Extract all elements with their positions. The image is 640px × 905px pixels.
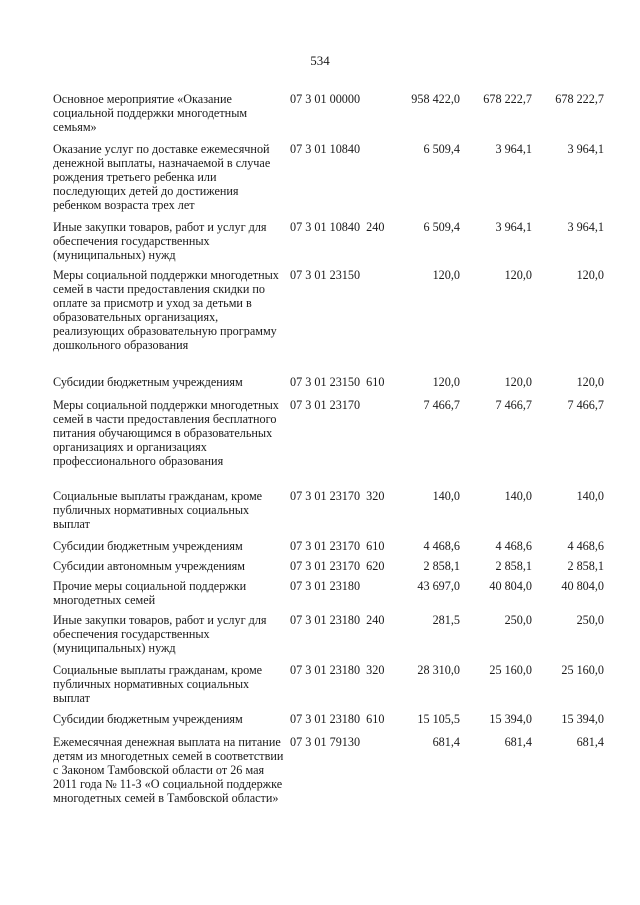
row-value-1: 28 310,0 — [417, 663, 460, 677]
row-value-2: 250,0 — [504, 613, 532, 627]
row-code: 07 3 01 23150 610 — [290, 375, 385, 389]
row-value-3: 25 160,0 — [561, 663, 604, 677]
row-description: Субсидии бюджетным учреждениям — [53, 375, 243, 389]
row-description: Субсидии автономным учреждениям — [53, 559, 245, 573]
row-value-3: 120,0 — [576, 375, 604, 389]
row-code: 07 3 01 10840 — [290, 142, 361, 156]
row-value-2: 140,0 — [504, 489, 532, 503]
row-value-3: 40 804,0 — [561, 579, 604, 593]
row-description: Социальные выплаты гражданам, кроме публичных нормативных социальных выплат — [53, 663, 263, 705]
row-value-3: 681,4 — [576, 735, 604, 749]
row-code: 07 3 01 23180 — [290, 579, 361, 593]
row-code: 07 3 01 10840 240 — [290, 220, 385, 234]
row-value-2: 2 858,1 — [495, 559, 532, 573]
row-value-2: 678 222,7 — [483, 92, 532, 106]
row-description: Субсидии бюджетным учреждениям — [53, 712, 243, 726]
row-value-1: 2 858,1 — [423, 559, 460, 573]
row-value-2: 120,0 — [504, 268, 532, 282]
row-description: Оказание услуг по доставке ежемесячной денежной выплаты, назначаемой в случае рождения третьего ребенка или последующих детей до достижения ребенком возраста трех лет — [53, 142, 271, 212]
row-value-2: 7 466,7 — [495, 398, 532, 412]
row-value-1: 6 509,4 — [423, 142, 460, 156]
row-value-1: 958 422,0 — [411, 92, 460, 106]
row-value-1: 43 697,0 — [417, 579, 460, 593]
row-value-3: 4 468,6 — [567, 539, 604, 553]
row-value-3: 3 964,1 — [567, 220, 604, 234]
row-value-1: 281,5 — [432, 613, 460, 627]
row-value-2: 25 160,0 — [489, 663, 532, 677]
row-code: 07 3 01 23170 320 — [290, 489, 385, 503]
row-value-2: 15 394,0 — [489, 712, 532, 726]
row-description: Иные закупки товаров, работ и услуг для обеспечения государственных (муниципальных) нужд — [53, 613, 267, 655]
row-value-3: 15 394,0 — [561, 712, 604, 726]
row-description: Прочие меры социальной поддержки многодетных семей — [53, 579, 247, 607]
row-code: 07 3 01 23150 — [290, 268, 361, 282]
row-description: Субсидии бюджетным учреждениям — [53, 539, 243, 553]
row-code: 07 3 01 79130 — [290, 735, 361, 749]
row-value-2: 3 964,1 — [495, 220, 532, 234]
row-value-2: 40 804,0 — [489, 579, 532, 593]
row-description: Иные закупки товаров, работ и услуг для обеспечения государственных (муниципальных) нужд — [53, 220, 267, 262]
row-value-1: 7 466,7 — [423, 398, 460, 412]
row-code: 07 3 01 23170 620 — [290, 559, 385, 573]
row-value-3: 120,0 — [576, 268, 604, 282]
row-code: 07 3 01 23180 320 — [290, 663, 385, 677]
row-value-3: 250,0 — [576, 613, 604, 627]
row-value-1: 6 509,4 — [423, 220, 460, 234]
row-value-3: 7 466,7 — [567, 398, 604, 412]
row-value-3: 2 858,1 — [567, 559, 604, 573]
row-code: 07 3 01 23170 610 — [290, 539, 385, 553]
row-description: Меры социальной поддержки многодетных семей в части предоставления бесплатного питания обучающимся в образовательных организациях и организациях профессионального образования — [53, 398, 279, 468]
row-description: Социальные выплаты гражданам, кроме публичных нормативных социальных выплат — [53, 489, 263, 531]
row-value-2: 681,4 — [504, 735, 532, 749]
row-code: 07 3 01 23170 — [290, 398, 361, 412]
row-code: 07 3 01 23180 240 — [290, 613, 385, 627]
row-value-1: 681,4 — [432, 735, 460, 749]
row-description: Основное мероприятие «Оказание социальной поддержки многодетным семьям» — [53, 92, 248, 134]
row-value-1: 4 468,6 — [423, 539, 460, 553]
row-value-1: 15 105,5 — [417, 712, 460, 726]
row-value-1: 140,0 — [432, 489, 460, 503]
row-code: 07 3 01 00000 — [290, 92, 361, 106]
row-value-2: 4 468,6 — [495, 539, 532, 553]
row-value-1: 120,0 — [432, 268, 460, 282]
row-value-1: 120,0 — [432, 375, 460, 389]
row-description: Ежемесячная денежная выплата на питание детям из многодетных семей в соответствии с Законом Тамбовской области от 26 мая 2011 года № 11-З «О социальной поддержке многодетных семей в Тамбовской области» — [53, 735, 284, 805]
row-description: Меры социальной поддержки многодетных семей в части предоставления скидки по оплате за присмотр и уход за детьми в образовательных организациях, реализующих образовательную программу дошкольного образования — [53, 268, 279, 352]
row-value-3: 678 222,7 — [555, 92, 604, 106]
row-value-3: 3 964,1 — [567, 142, 604, 156]
row-value-3: 140,0 — [576, 489, 604, 503]
row-value-2: 3 964,1 — [495, 142, 532, 156]
row-value-2: 120,0 — [504, 375, 532, 389]
page-number: 534 — [310, 53, 330, 68]
row-code: 07 3 01 23180 610 — [290, 712, 385, 726]
